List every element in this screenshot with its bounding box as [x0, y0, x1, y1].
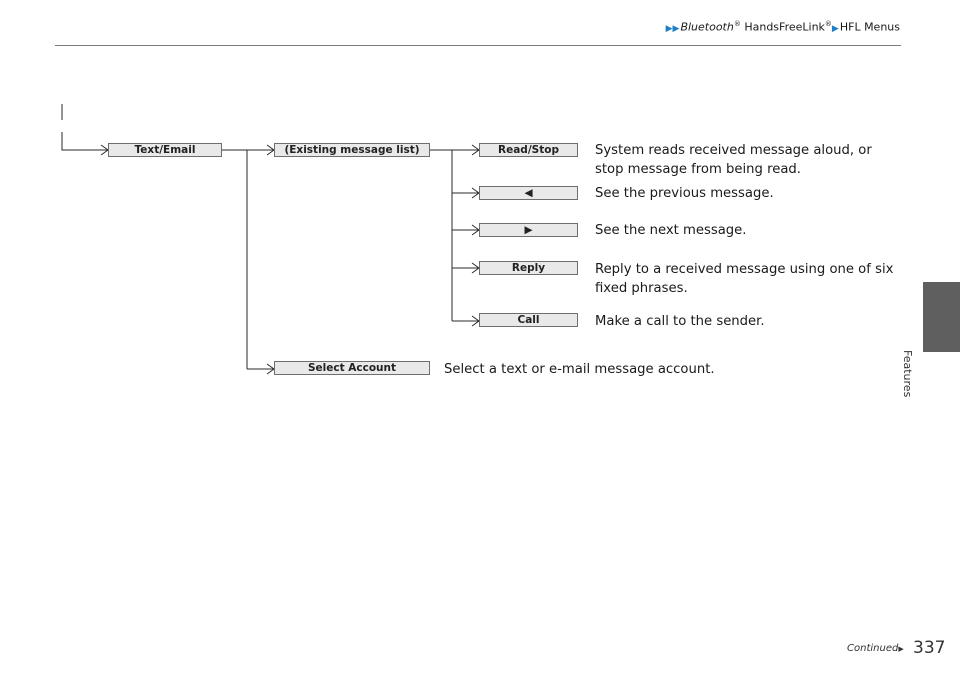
- read-stop-desc-line-1: System reads received message aloud, or: [595, 143, 872, 158]
- read-stop-desc-line-2: stop message from being read.: [595, 162, 801, 177]
- previous-box: ◀: [479, 186, 578, 200]
- triangle-icon: ▶: [831, 23, 839, 34]
- breadcrumb-bluetooth: Bluetooth: [680, 20, 734, 34]
- next-box: ▶: [479, 223, 578, 237]
- breadcrumb-hfl: HandsFreeLink: [740, 20, 825, 34]
- next-description: See the next message.: [595, 223, 747, 238]
- read-stop-box: Read/Stop: [479, 143, 578, 157]
- select-account-description: Select a text or e-mail message account.: [444, 362, 715, 377]
- text-email-box: Text/Email: [108, 143, 222, 157]
- existing-message-list-box: (Existing message list): [274, 143, 430, 157]
- select-account-box: Select Account: [274, 361, 430, 375]
- call-box: Call: [479, 313, 578, 327]
- reply-description: [595, 260, 893, 298]
- breadcrumb-menus: HFL Menus: [839, 20, 900, 34]
- registered-mark: ®: [824, 20, 832, 28]
- page-number: 337: [913, 638, 946, 658]
- reply-desc-line-2: fixed phrases.: [595, 281, 688, 296]
- call-description: Make a call to the sender.: [595, 314, 765, 329]
- reply-desc-line-1: Reply to a received message using one of six: [595, 262, 894, 277]
- reply-box: Reply: [479, 261, 578, 275]
- continued-arrow-icon: ▶: [898, 645, 904, 653]
- continued-text: Continued: [847, 643, 899, 654]
- section-label: Features: [901, 350, 914, 398]
- read-stop-description: [595, 141, 872, 179]
- previous-description: See the previous message.: [595, 186, 774, 201]
- continued-label: [847, 643, 904, 654]
- triangle-icon: ▶▶: [665, 23, 680, 34]
- registered-mark: ®: [733, 20, 741, 28]
